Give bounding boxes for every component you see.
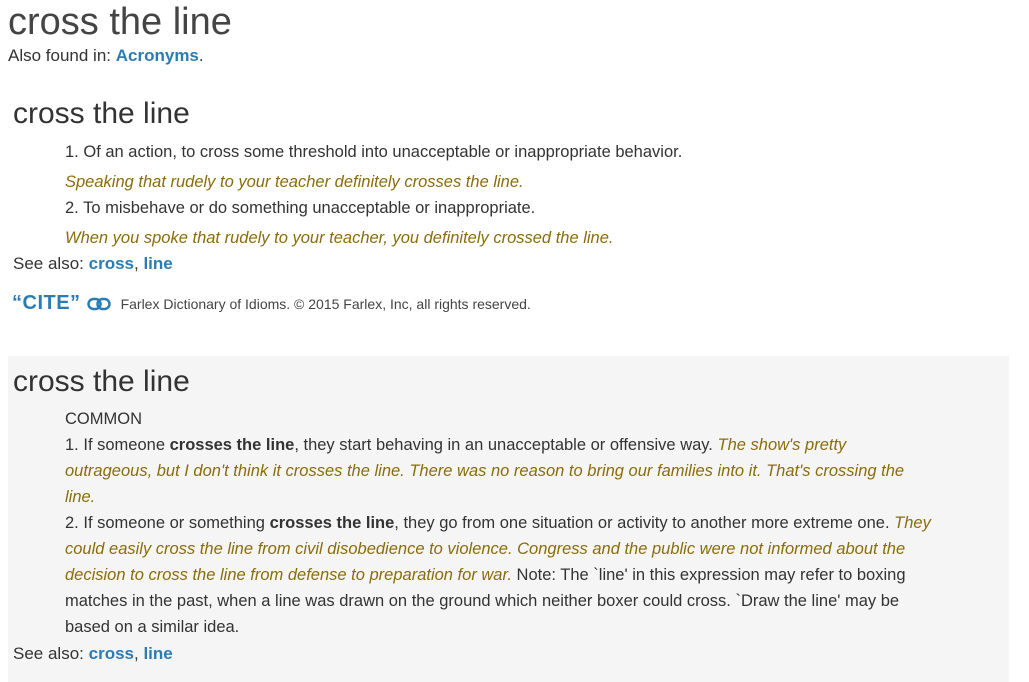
see-also-link-cross[interactable]: cross <box>88 644 134 663</box>
sense-2-line-1 <box>65 510 1015 536</box>
sense-1 <box>65 139 682 165</box>
acronyms-link[interactable]: Acronyms <box>115 46 199 65</box>
entry-title: cross the line <box>13 97 190 130</box>
see-also-link-line[interactable]: line <box>143 644 173 663</box>
link-icon <box>87 297 111 311</box>
sense-1-example: Speaking that rudely to your teacher definitely crosses the line. <box>65 173 524 191</box>
see-also: See also: cross, line <box>13 644 173 663</box>
sense-2-line-3 <box>65 562 906 588</box>
citation <box>12 292 531 315</box>
keyword: crosses the line <box>269 514 395 532</box>
note-text: based on a similar idea. <box>65 618 240 636</box>
also-found-in <box>8 45 204 67</box>
page-title: cross the line <box>8 1 232 43</box>
sense-1-example: line. <box>65 488 96 506</box>
sense-number: 2. <box>65 514 79 532</box>
source-text: Farlex Dictionary of Idioms. © 2015 Farlex, Inc, all rights reserved. <box>120 295 531 312</box>
sense-text: To misbehave or do something unacceptable or inappropriate. <box>83 199 536 217</box>
sense-text: Of an action, to cross some threshold into unacceptable or inappropriate behavior. <box>83 143 683 161</box>
see-also-label: See also: <box>13 254 84 273</box>
see-also-link-line[interactable]: line <box>143 254 173 273</box>
entry-title: cross the line <box>13 365 190 398</box>
sense-1-line-1 <box>65 432 1015 458</box>
sense-text: , they go from one situation or activity to another more extreme one. <box>394 514 890 532</box>
see-also-label: See also: <box>13 644 84 663</box>
sense-number: 1. <box>65 436 79 454</box>
see-also-link-cross[interactable]: cross <box>88 254 134 273</box>
example: They <box>894 514 931 532</box>
sense-2 <box>65 195 535 221</box>
sense-text: If someone <box>83 436 165 454</box>
example: decision to cross the line from defense to preparation for war. <box>65 566 512 584</box>
note-text: Note: The `line' in this expression may refer to boxing <box>516 566 906 584</box>
example: The show's pretty <box>717 436 847 454</box>
sense-text: If someone or something <box>83 514 265 532</box>
keyword: crosses the line <box>169 436 295 454</box>
note-text: matches in the past, when a line was drawn on the ground which neither boxer could cross. `Draw the line' may be <box>65 592 900 610</box>
cite-button[interactable]: “CITE” <box>12 292 81 314</box>
sense-number: 1. <box>65 143 79 161</box>
see-also: See also: cross, line <box>13 254 173 273</box>
usage-label: COMMON <box>65 410 142 428</box>
also-found-label: Also found in: <box>8 46 112 65</box>
also-found-period: . <box>198 46 204 65</box>
sense-2-example: could easily cross the line from civil disobedience to violence. Congress and the public were not informed about the <box>65 540 906 558</box>
sense-text: , they start behaving in an unacceptable or offensive way. <box>294 436 713 454</box>
entry-section-2 <box>8 356 1009 682</box>
sense-number: 2. <box>65 199 79 217</box>
sense-2-example: When you spoke that rudely to your teacher, you definitely crossed the line. <box>65 229 614 247</box>
sense-1-example: outrageous, but I don't think it crosses the line. There was no reason to bring our families into it. That's crossing the <box>65 462 905 480</box>
